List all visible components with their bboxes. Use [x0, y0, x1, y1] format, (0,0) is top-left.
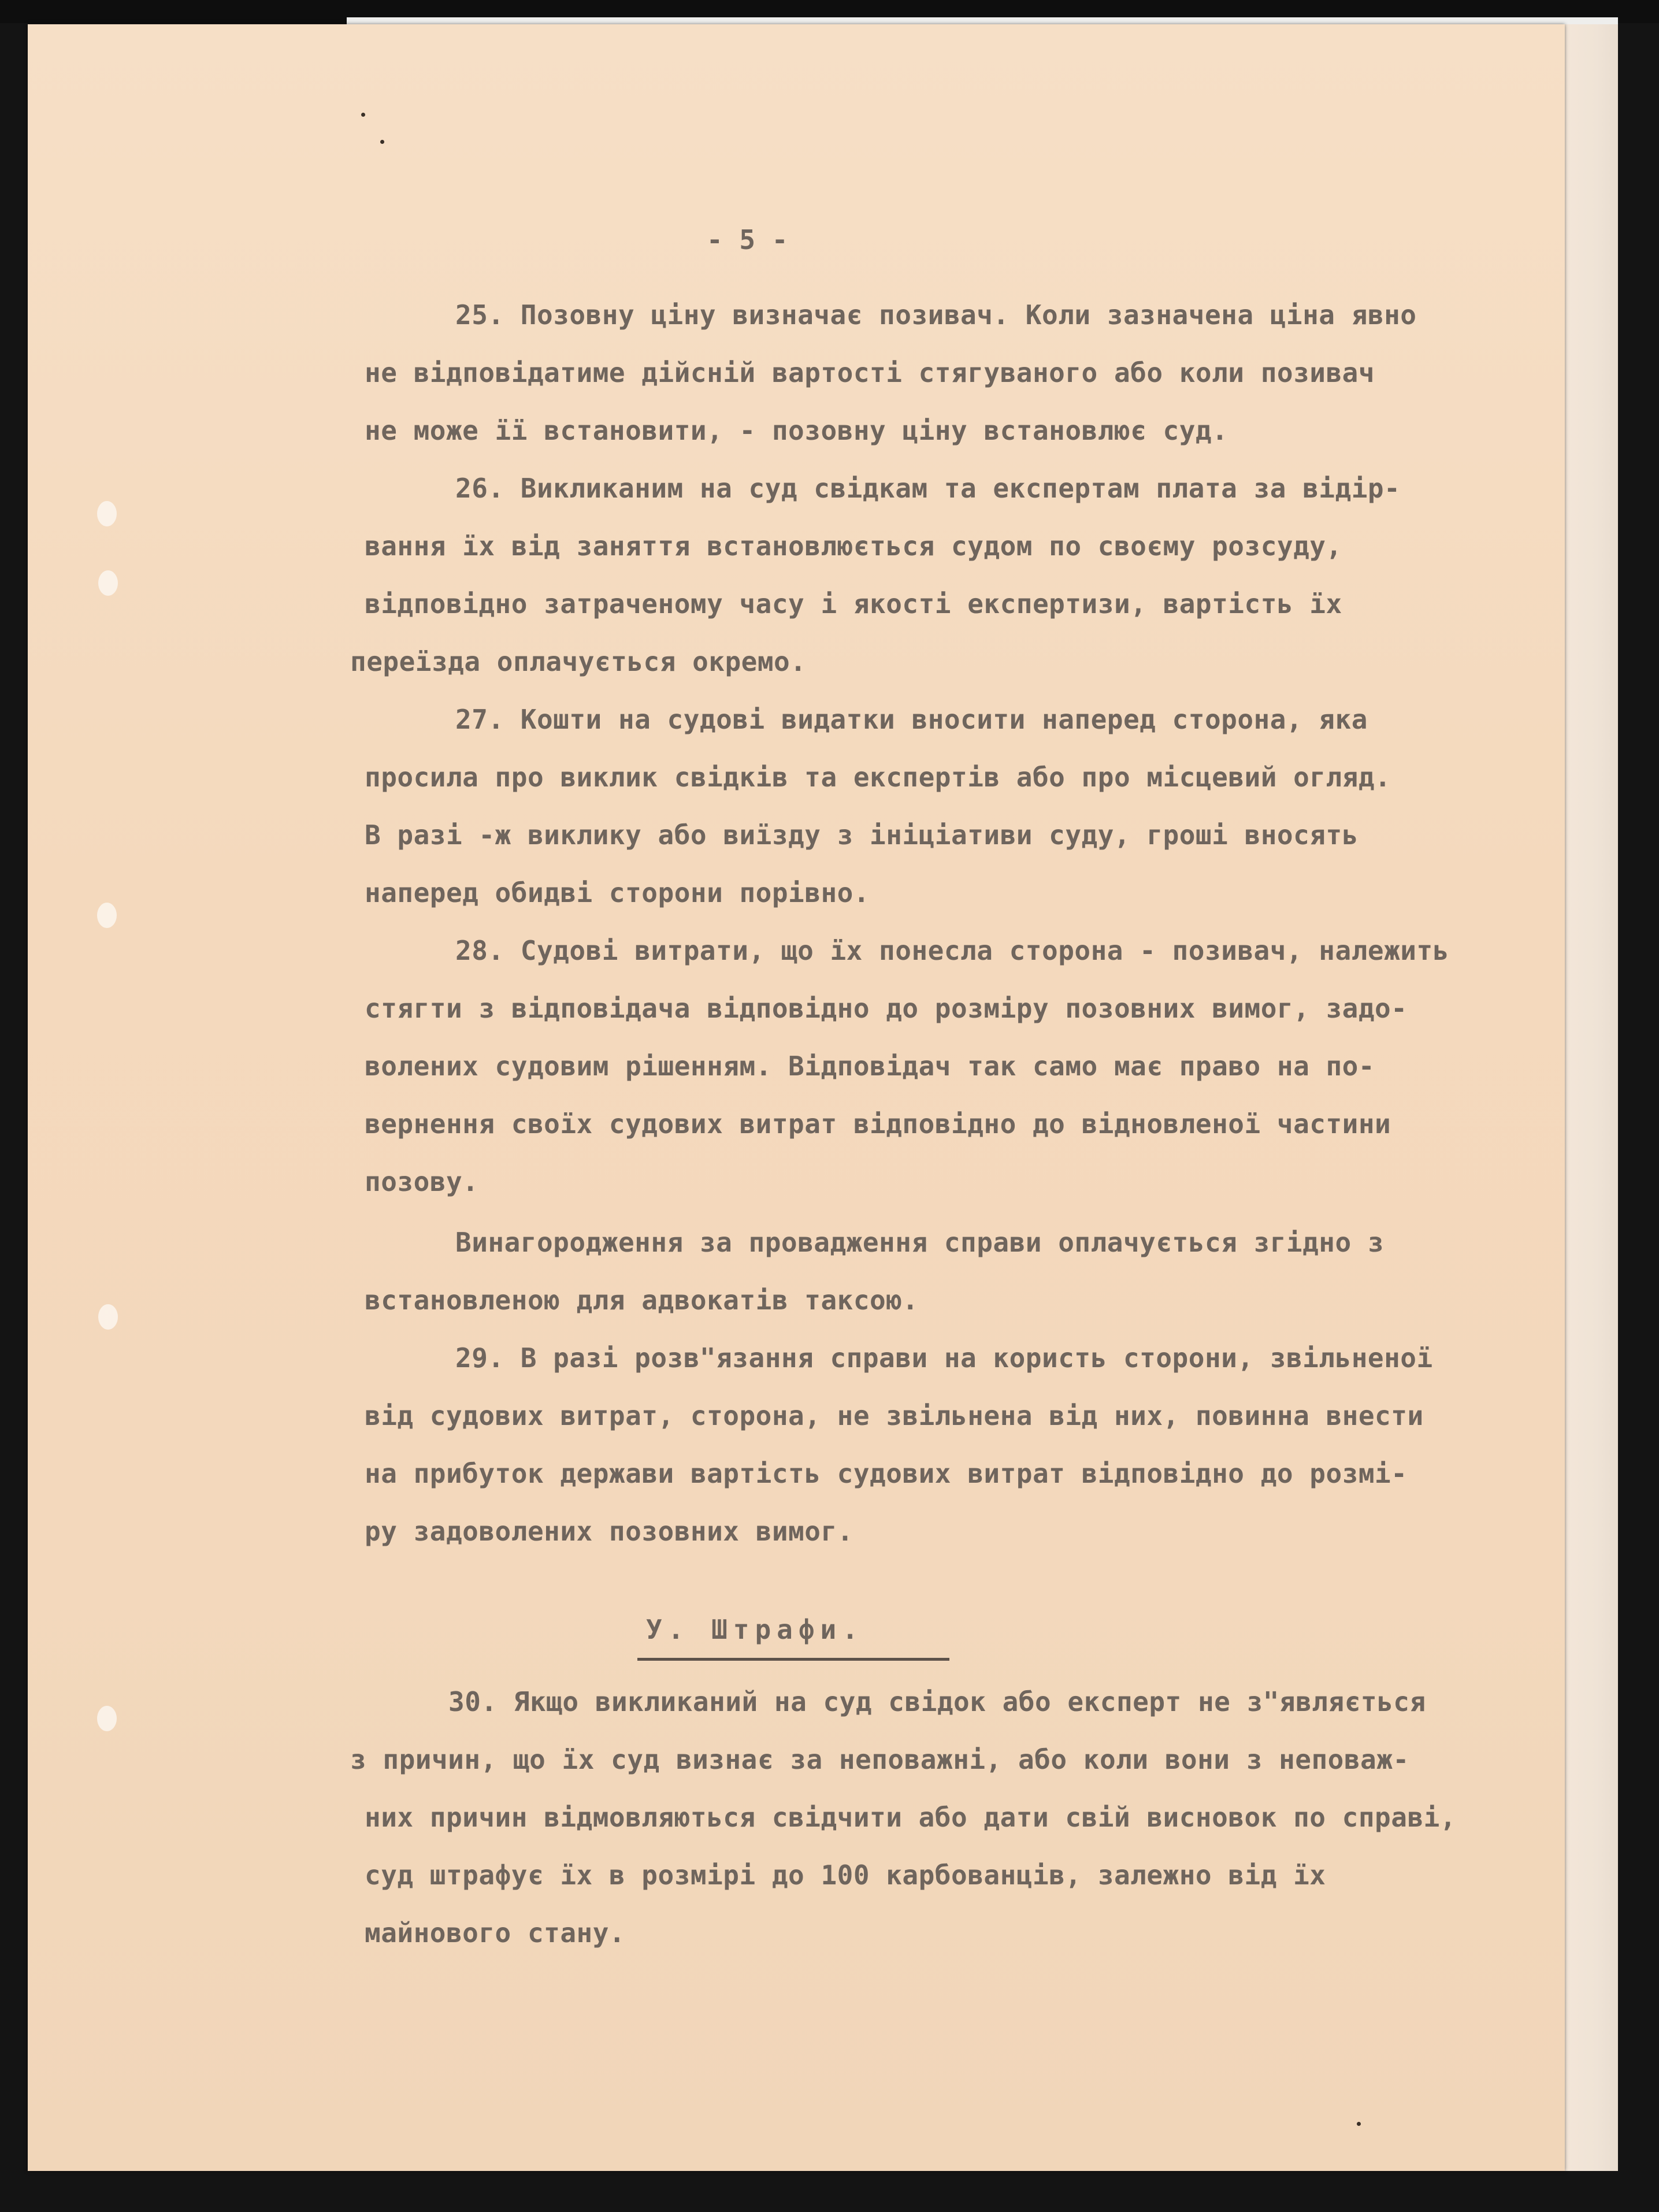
body-line: на прибуток держави вартість судових витрат відповідно до розмі- — [365, 1458, 1408, 1489]
body-line: 27. Кошти на судові видатки вносити наперед сторона, яка — [455, 704, 1368, 735]
section-heading: У. Штрафи. — [646, 1614, 864, 1645]
body-line: 28. Судові витрати, що їх понесла сторона - позивач, належить — [455, 935, 1449, 966]
body-line: ру задоволених позовних вимог. — [365, 1516, 853, 1547]
body-line: 25. Позовну ціну визначає позивач. Коли зазначена ціна явно — [455, 299, 1417, 331]
punch-hole — [97, 903, 117, 928]
section-line: 30. Якщо викликаний на суд свідок або експерт не з"являється — [448, 1686, 1426, 1717]
heading-underline — [637, 1658, 949, 1661]
section-line: суд штрафує їх в розмірі до 100 карбованців, залежно від їх — [365, 1860, 1326, 1891]
section-line: майнового стану. — [365, 1917, 626, 1949]
punch-hole — [97, 501, 117, 526]
body-line: відповідно затраченому часу і якості експертизи, вартість їх — [365, 588, 1342, 619]
section-line: з причин, що їх суд визнає за неповажні, або коли вони з неповаж- — [350, 1744, 1409, 1775]
body-line: волених судовим рішенням. Відповідач так само має право на по- — [365, 1051, 1375, 1082]
body-line: позову. — [365, 1166, 479, 1197]
page-number: - 5 - — [707, 224, 788, 255]
body-line: наперед обидві сторони порівно. — [365, 877, 870, 908]
body-line: не відповідатиме дійсній вартості стягуваного або коли позивач — [365, 357, 1375, 388]
ink-speck — [1357, 2122, 1361, 2126]
body-line: переїзда оплачується окремо. — [350, 646, 807, 677]
punch-hole — [97, 1706, 117, 1731]
body-line: просила про виклик свідків та експертів або про місцевий огляд. — [365, 762, 1391, 793]
body-line: стягти з відповідача відповідно до розміру позовних вимог, задо- — [365, 993, 1408, 1024]
document-page — [28, 24, 1565, 2171]
body-line: вернення своїх судових витрат відповідно до відновленої частини — [365, 1108, 1391, 1140]
body-line: В разі -ж виклику або виїзду з ініціативи суду, гроші вносять — [365, 819, 1359, 851]
body-line: встановленою для адвокатів таксою. — [365, 1285, 919, 1316]
ink-speck — [361, 113, 365, 117]
punch-hole — [98, 1304, 118, 1330]
body-line: не може її встановити, - позовну ціну встановлює суд. — [365, 415, 1229, 446]
body-line: Винагородження за провадження справи оплачується згідно з — [455, 1227, 1385, 1258]
body-line: від судових витрат, сторона, не звільнена від них, повинна внести — [365, 1400, 1424, 1431]
section-line: них причин відмовляються свідчити або дати свій висновок по справі, — [365, 1802, 1457, 1833]
body-line: 26. Викликаним на суд свідкам та експертам плата за відір- — [455, 473, 1401, 504]
body-line: 29. В разі розв"язання справи на користь сторони, звільненої — [455, 1342, 1433, 1374]
ink-speck — [380, 140, 384, 144]
paper-edge — [1565, 24, 1618, 2171]
punch-hole — [98, 570, 118, 596]
body-line: вання їх від заняття встановлюється судом по своєму розсуду, — [365, 530, 1342, 562]
